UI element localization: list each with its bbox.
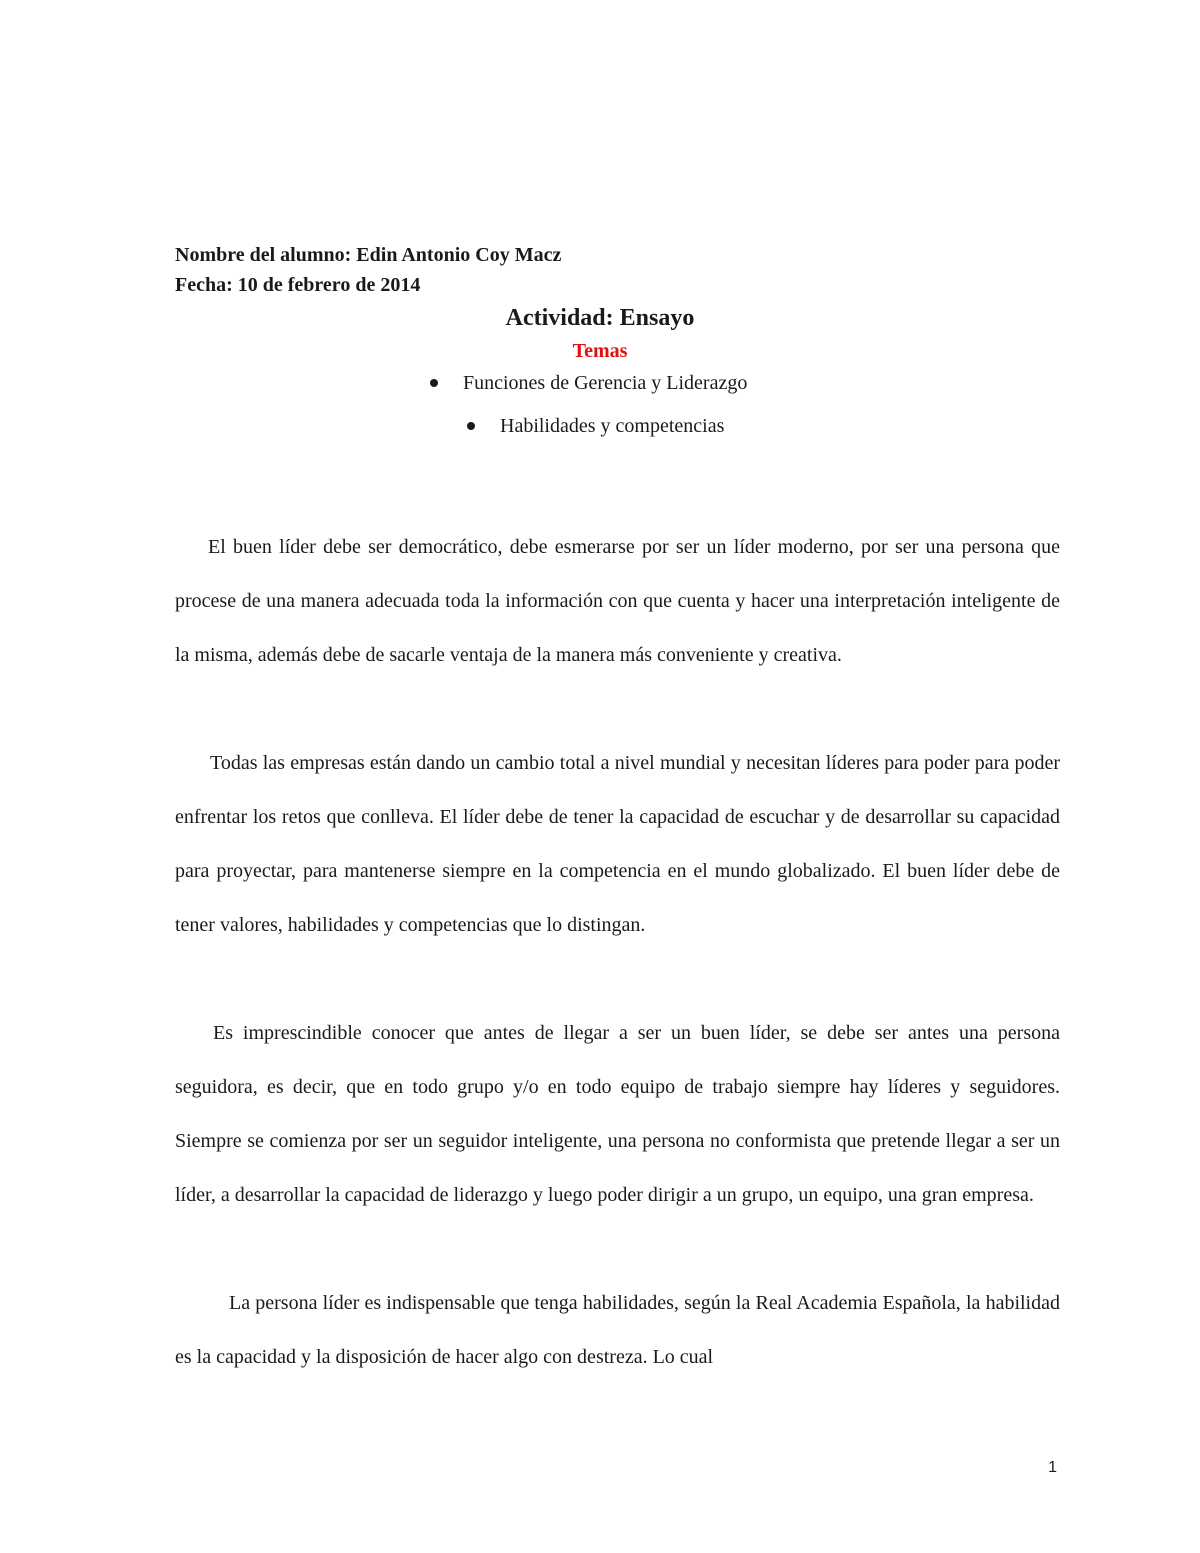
body-paragraph	[175, 1006, 1060, 1222]
bullet-icon	[467, 422, 475, 430]
activity-title: Actividad: Ensayo	[505, 305, 695, 331]
student-name-line: Nombre del alumno: Edin Antonio Coy Macz	[175, 244, 562, 266]
bullet-icon	[430, 379, 438, 387]
paragraph-text: El buen líder debe ser democrático, debe esmerarse por ser un líder moderno, por ser una persona que procese de una manera adecuada toda la información con que cuenta y hacer una interpretación inteligente de la misma, además debe de sacarle ventaja de la manera más conveniente y creativa.	[175, 536, 1060, 666]
body-paragraph	[175, 736, 1060, 952]
page-number: 1	[1048, 1459, 1057, 1476]
topic-list-item	[430, 371, 747, 395]
topic-label: Habilidades y competencias	[500, 415, 725, 437]
topic-label: Funciones de Gerencia y Liderazgo	[463, 372, 748, 394]
topic-list-item	[467, 414, 724, 438]
paragraph-text: Es imprescindible conocer que antes de llegar a ser un buen líder, se debe ser antes una persona seguidora, es decir, que en todo grupo y/o en todo equipo de trabajo siempre hay líderes y seguidores. Siempre se comienza por ser un seguidor inteligente, una persona no conformista que pretende llegar a ser un líder, a desarrollar la capacidad de liderazgo y luego poder dirigir a un grupo, un equipo, una gran empresa.	[175, 1022, 1060, 1206]
paragraph-text: La persona líder es indispensable que tenga habilidades, según la Real Academia Española, la habilidad es la capacidad y la disposición de hacer algo con destreza. Lo cual	[175, 1292, 1060, 1368]
body-paragraph	[175, 1276, 1060, 1384]
body-paragraph	[175, 520, 1060, 682]
paragraph-text: Todas las empresas están dando un cambio total a nivel mundial y necesitan líderes para poder para poder enfrentar los retos que conlleva. El líder debe de tener la capacidad de escuchar y de desarrollar su capacidad para proyectar, para mantenerse siempre en la competencia en el mundo globalizado. El buen líder debe de tener valores, habilidades y competencias que lo distingan.	[175, 752, 1060, 936]
topics-title: Temas	[572, 340, 628, 362]
date-line: Fecha: 10 de febrero de 2014	[175, 274, 421, 296]
